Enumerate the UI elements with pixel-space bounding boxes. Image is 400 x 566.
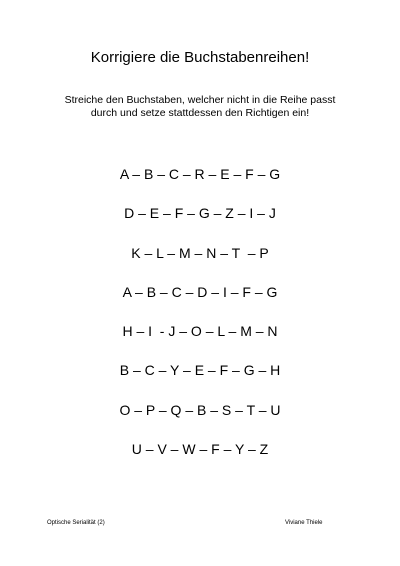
letter-row-5: H – I - J – O – L – M – N (122, 323, 278, 340)
letter-row-4: A – B – C – D – I – F – G (122, 283, 278, 300)
footer-topic: Optische Serialität (2) (47, 520, 105, 526)
letter-row-2: D – E – F – G – Z – I – J (124, 205, 276, 222)
instruction-line-1: Streiche den Buchstaben, welcher nicht in die Reihe passt (64, 94, 336, 106)
page-title: Korrigiere die Buchstabenreihen! (90, 49, 310, 66)
letter-row-1: A – B – C – R – E – F – G (119, 166, 281, 182)
footer-author: Viviane Thiele (285, 520, 323, 526)
instruction-line-2: durch und setze stattdessen den Richtigen ein! (90, 107, 310, 119)
letter-row-6: B – C – Y – E – F – G – H (119, 362, 281, 379)
letter-row-7: O – P – Q – B – S – T – U (119, 401, 281, 418)
instruction-text (0, 94, 400, 120)
letter-row-8: U – V – W – F – Y – Z (131, 441, 269, 458)
letter-rows-list (0, 162, 400, 476)
letter-row-3: K – L – M – N – T – P (131, 244, 269, 261)
